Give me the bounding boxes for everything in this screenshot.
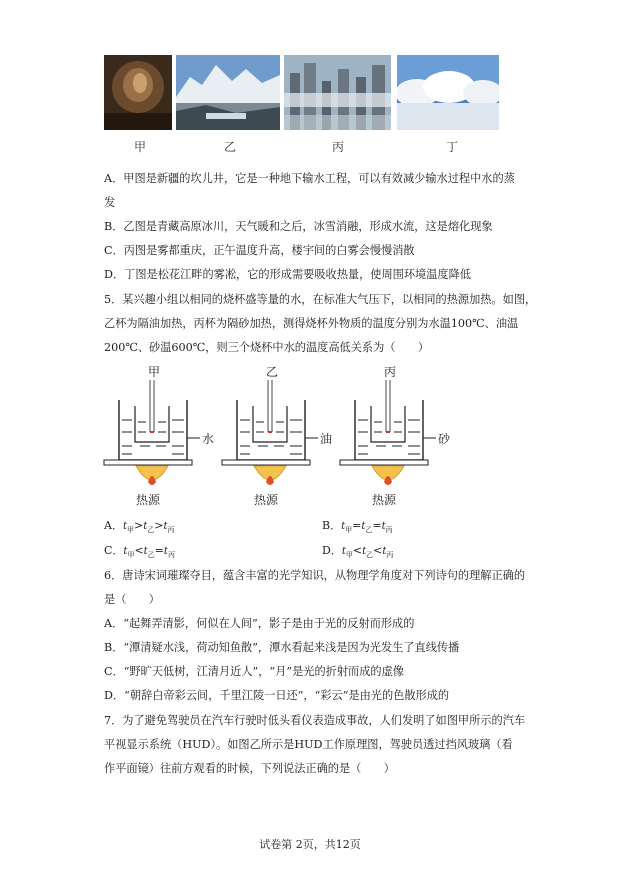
- page-footer: 试卷第 2页，共12页: [259, 838, 361, 851]
- photo-caption-jia: 甲: [134, 140, 147, 154]
- rime-photo: [397, 55, 499, 130]
- heat-source-label: 热源: [254, 493, 279, 507]
- q5-stem-line3: 200℃、砂温600℃，则三个烧杯中水的温度高低关系为（ ）: [104, 341, 430, 354]
- q4-option-c: C．丙图是雾都重庆，正午温度升高，楼宇间的白雾会慢慢消散: [104, 244, 415, 257]
- photo-caption-yi: 乙: [224, 140, 237, 154]
- photo-caption-bing: 丙: [332, 140, 345, 154]
- sand-dashes: [358, 420, 420, 454]
- q6-stem-line1: 6．唐诗宋词璀璨夺目，蕴含丰富的光学知识，从物理学角度对下列诗句的理解正确的: [104, 569, 526, 582]
- q6-stem-line2: 是（ ）: [104, 593, 160, 606]
- beaker-setup-bing: [338, 362, 458, 507]
- water-dashes: [122, 420, 184, 454]
- q6-option-c: C．“野旷天低树，江清月近人”，“月”是光的折射而成的虚像: [104, 665, 404, 678]
- q6-option-b: B．“潭清疑水浅，荷动知鱼散”，潭水看起来浅是因为光发生了直线传播: [104, 641, 460, 654]
- heat-source-label: 热源: [372, 493, 397, 507]
- q7-stem-line2: 平视显示系统（HUD）。如图乙所示是HUD工作原理图，驾驶员透过挡风玻璃（看: [104, 738, 513, 751]
- q5-stem-line1: 5．某兴趣小组以相同的烧杯盛等量的水，在标准大气压下，以相同的热源加热。如图，: [104, 293, 537, 306]
- q5-option-a: A．$t_甲>t_乙>t_丙$: [104, 519, 175, 535]
- q6-option-d: D．“朝辞白帝彩云间，千里江陵一日还”，“彩云”是由光的色散形成的: [104, 689, 450, 702]
- fog-city-photo: [284, 55, 391, 130]
- beaker-setup-yi: [220, 362, 340, 507]
- q4-option-d: D．丁图是松花江畔的雾凇，它的形成需要吸收热量，使周围环境温度降低: [104, 268, 471, 281]
- q4-option-b: B．乙图是青藏高原冰川，天气暖和之后，冰雪消融，形成水流，这是熔化现象: [104, 220, 493, 233]
- q5-stem-line2: 乙杯为隔油加热，丙杯为隔砂加热，测得烧杯外物质的温度分别为水温100℃、油温: [104, 317, 519, 330]
- q4-option-a-cont: 发: [104, 196, 116, 209]
- photo-caption-ding: 丁: [446, 140, 459, 154]
- beaker-label-yi: 乙: [266, 365, 279, 379]
- glacier-photo: [176, 55, 280, 130]
- beaker-label-bing: 丙: [384, 365, 397, 379]
- q5-option-d: D．$t_甲<t_乙<t_丙$: [322, 544, 394, 560]
- side-label-sand: 砂: [438, 432, 451, 446]
- side-label-oil: 油: [320, 432, 333, 446]
- oil-dashes: [240, 420, 302, 454]
- q4-option-a: A．甲图是新疆的坎儿井，它是一种地下输水工程，可以有效减少输水过程中水的蒸: [104, 172, 515, 185]
- side-label-water: 水: [202, 432, 215, 446]
- karez-photo: [104, 55, 172, 130]
- beaker-label-jia: 甲: [148, 365, 161, 379]
- q7-stem-line1: 7．为了避免驾驶员在汽车行驶时低头看仪表造成事故，人们发明了如图甲所示的汽车: [104, 714, 526, 727]
- heat-source-label: 热源: [136, 493, 161, 507]
- q5-option-b: B．$t_甲=t_乙=t_丙$: [322, 519, 393, 535]
- q7-stem-line3: 作平面镜）往前方观看的时候，下列说法正确的是（ ）: [104, 762, 395, 775]
- q6-option-a: A．“起舞弄清影，何似在人间”，影子是由于光的反射而形成的: [104, 617, 415, 630]
- beaker-setup-jia: [102, 362, 222, 507]
- q5-option-c: C．$t_甲<t_乙=t_丙$: [104, 544, 175, 560]
